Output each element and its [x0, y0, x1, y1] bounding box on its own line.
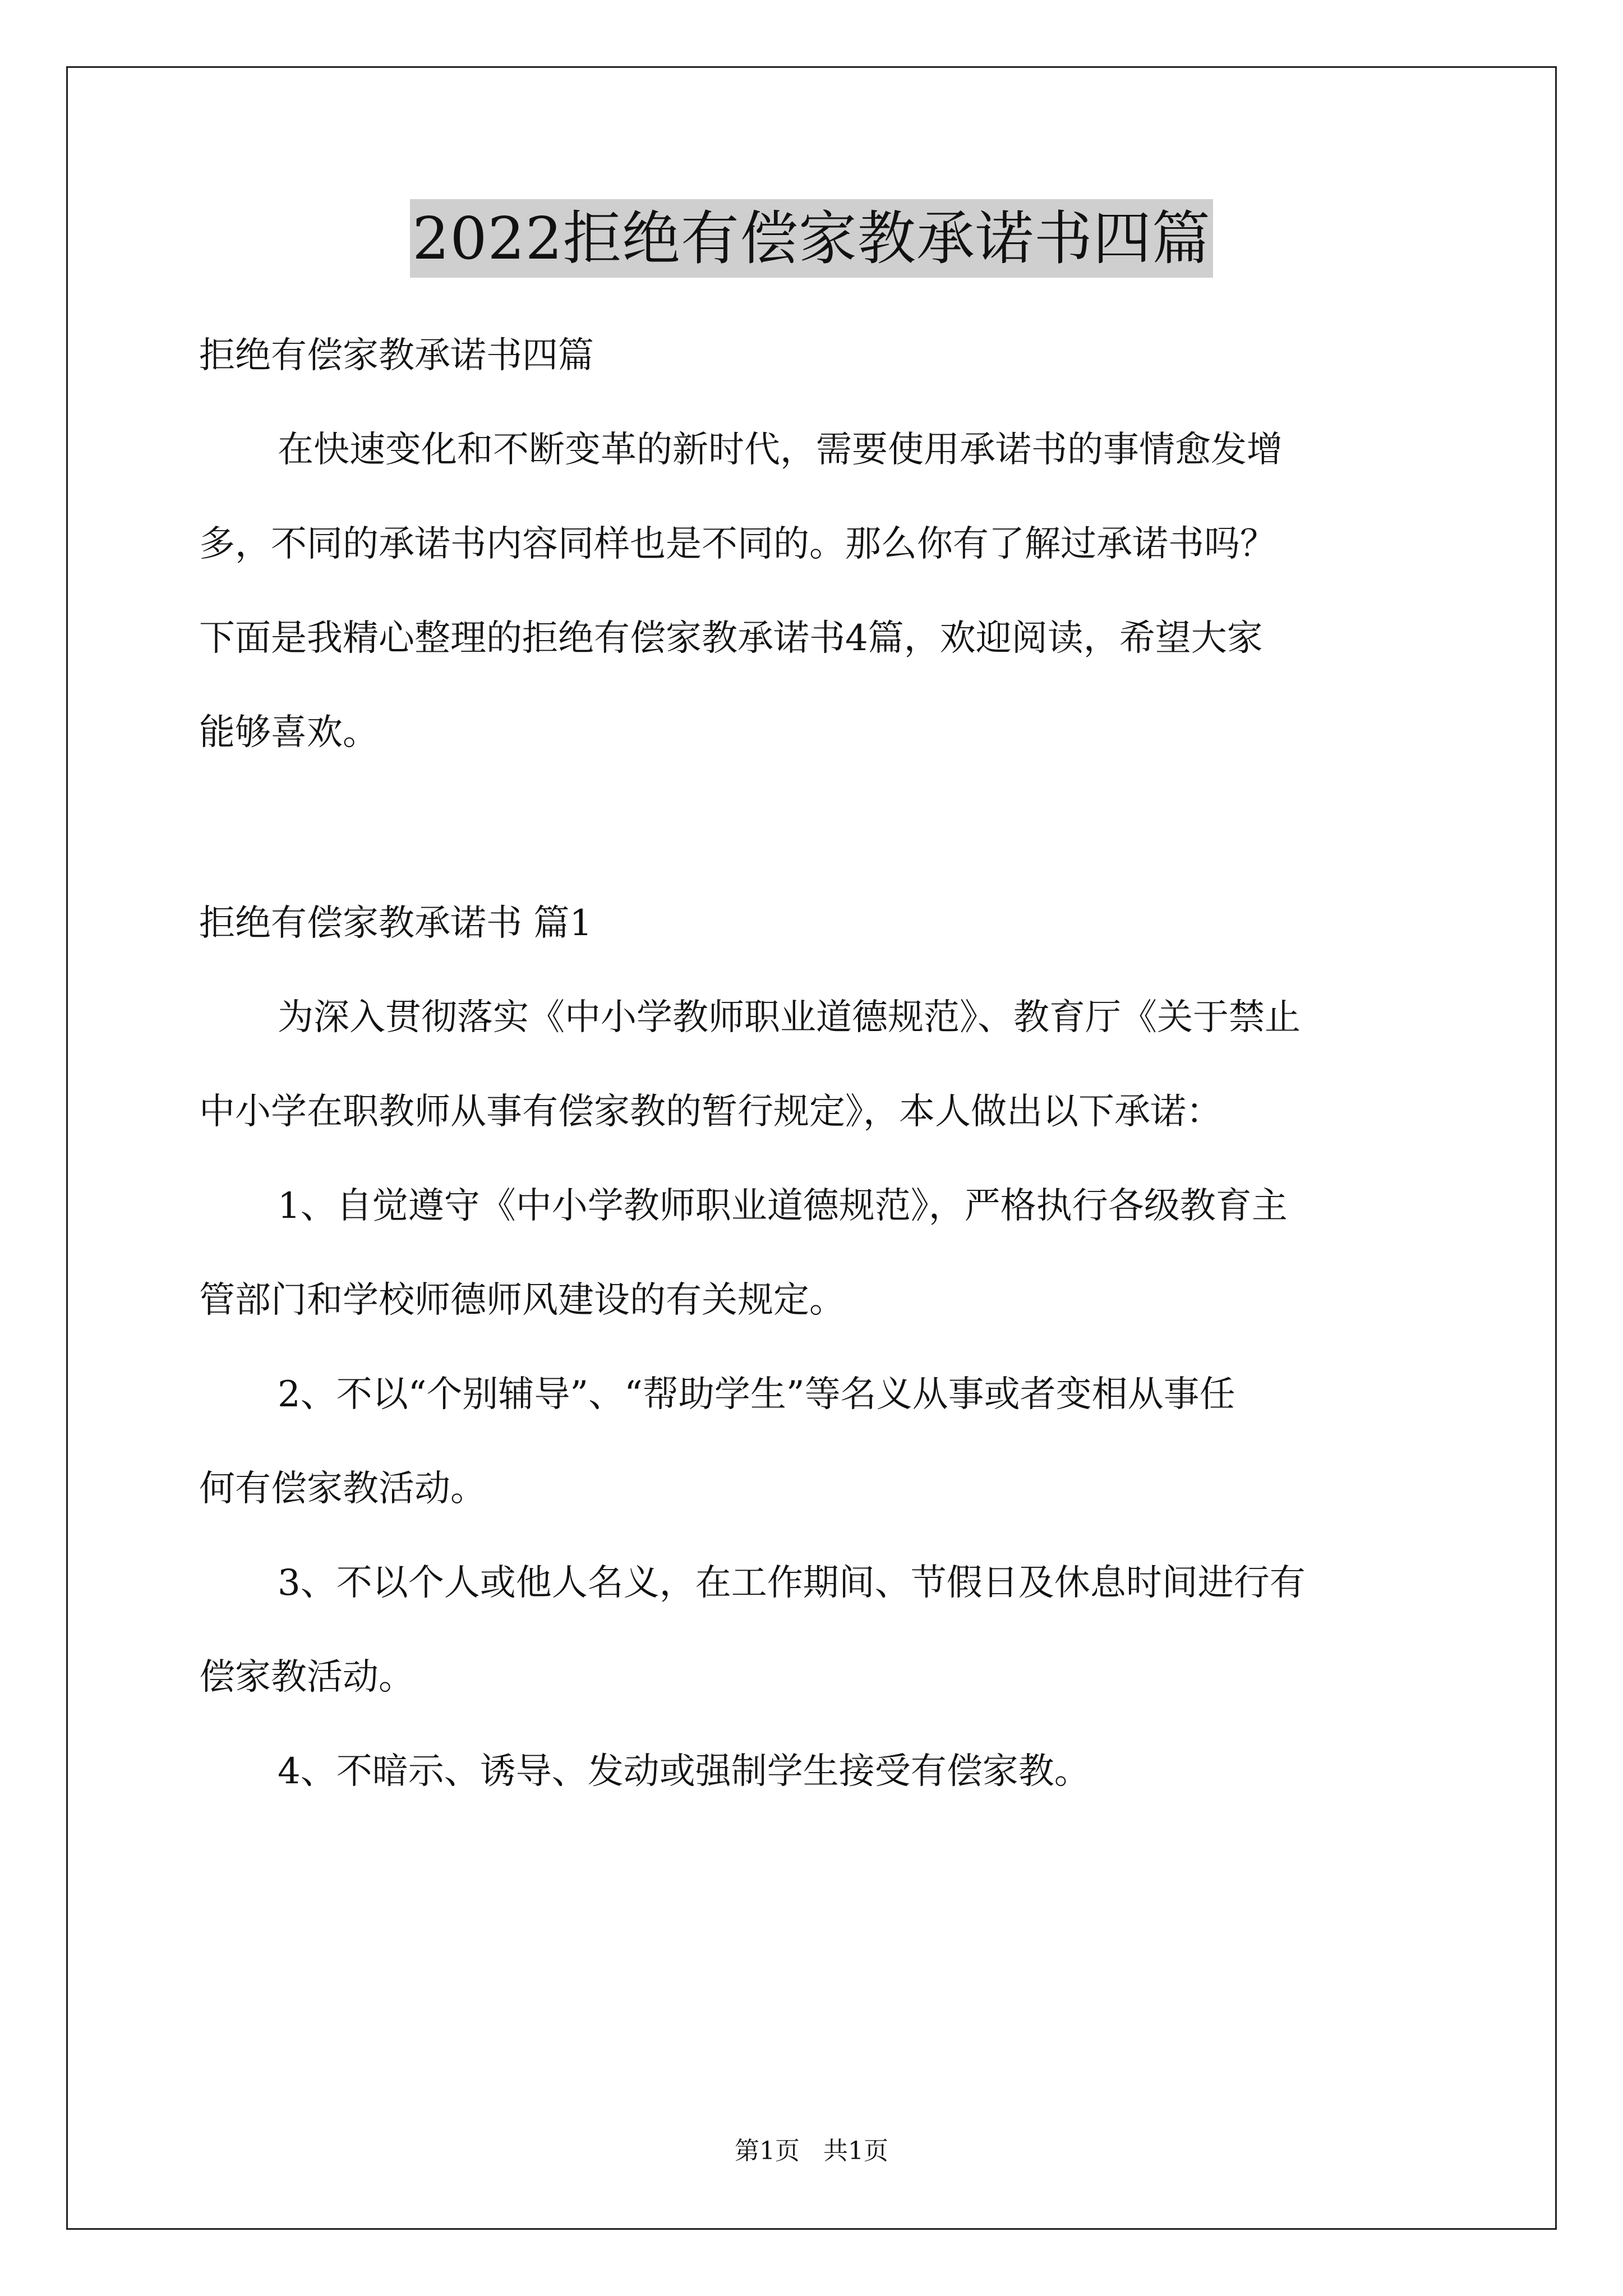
item4-line-1: 4、不暗示、诱导、发动或强制学生接受有偿家教。: [278, 1751, 1090, 1792]
item3-line-2: 偿家教活动。: [199, 1657, 414, 1698]
document-title: 2022拒绝有偿家教承诺书四篇: [410, 199, 1213, 278]
item1-line-1: 1、自觉遵守《中小学教师职业道德规范》，严格执行各级教育主: [278, 1185, 1288, 1227]
title-container: [0, 199, 1623, 278]
section-heading: 拒绝有偿家教承诺书 篇1: [199, 903, 593, 944]
intro-line-4: 能够喜欢。: [199, 712, 379, 753]
item1-line-2: 管部门和学校师德师风建设的有关规定。: [199, 1280, 845, 1321]
intro-line-1: 在快速变化和不断变革的新时代，需要使用承诺书的事情愈发增: [278, 429, 1283, 471]
page-footer: [0, 2134, 1623, 2168]
subtitle: 拒绝有偿家教承诺书四篇: [199, 335, 594, 376]
page-number: 第1页: [735, 2137, 800, 2165]
para1-line-1: 为深入贯彻落实《中小学教师职业道德规范》、教育厅《关于禁止: [278, 997, 1301, 1038]
intro-line-3: 下面是我精心整理的拒绝有偿家教承诺书4篇，欢迎阅读，希望大家: [199, 618, 1263, 659]
item2-line-1: 2、不以“个别辅导”、“帮助学生”等名义从事或者变相从事任: [278, 1374, 1235, 1415]
item3-line-1: 3、不以个人或他人名义，在工作期间、节假日及休息时间进行有: [278, 1562, 1306, 1604]
page-total: 共1页: [823, 2137, 888, 2165]
document-body: [199, 309, 1433, 1819]
para1-line-2: 中小学在职教师从事有偿家教的暂行规定》，本人做出以下承诺：: [199, 1091, 1222, 1133]
intro-line-2: 多，不同的承诺书内容同样也是不同的。那么你有了解过承诺书吗？: [199, 523, 1276, 565]
item2-line-2: 何有偿家教活动。: [199, 1468, 486, 1510]
